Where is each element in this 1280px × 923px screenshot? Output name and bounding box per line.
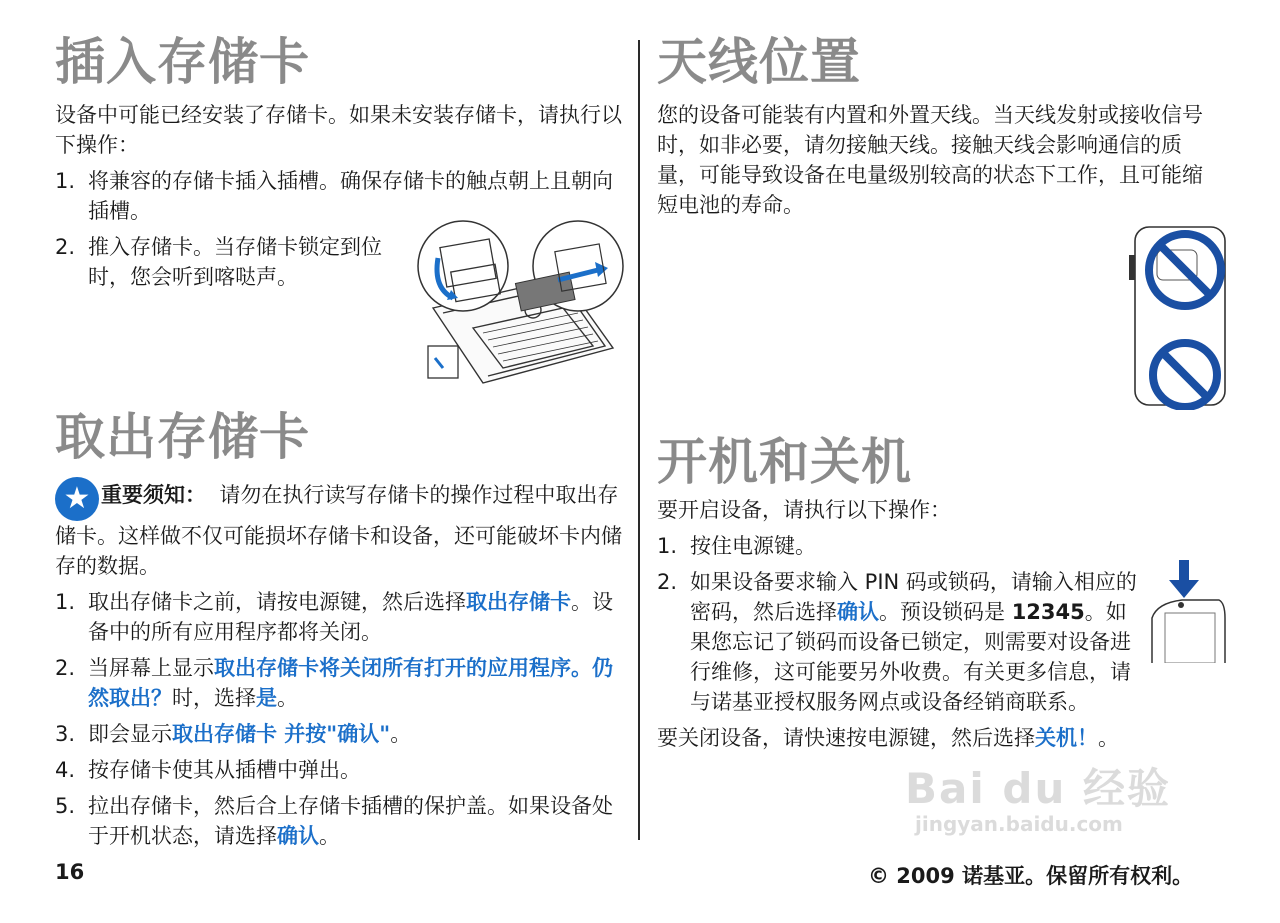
list-item: 1. 取出存储卡之前，请按电源键，然后选择取出存储卡。设备中的所有应用程序都将关闭。: [55, 590, 613, 644]
left-column: [55, 30, 625, 848]
watermark-url: jingyan.baidu.com: [915, 812, 1123, 836]
star-icon: ★: [55, 477, 99, 521]
insert-card-heading: 插入存储卡: [55, 33, 310, 91]
list-item: 2. 当屏幕上显示取出存储卡将关闭所有打开的应用程序。仍然取出？时，选择是。: [55, 656, 613, 710]
list-item: 1. 按住电源键。: [657, 534, 816, 558]
copyright: © 2009 诺基亚。保留所有权利。: [868, 864, 1194, 888]
antenna-illustration: [1127, 225, 1227, 410]
important-notice: ★ 重要须知： 请勿在执行读写存储卡的操作过程中取出存储卡。这样做不仅可能损坏存储卡和设备，还可能破坏卡内储存的数据。: [55, 477, 625, 581]
antenna-heading: 天线位置: [657, 33, 861, 91]
page-number: 16: [55, 860, 85, 884]
remove-section: [55, 477, 625, 851]
column-divider: [638, 40, 640, 840]
power-intro: 要开启设备，请执行以下操作：: [657, 498, 951, 522]
remove-steps: [55, 587, 625, 851]
list-item: 1. 将兼容的存储卡插入插槽。确保存储卡的触点朝上且朝向插槽。: [55, 169, 613, 223]
power-key-illustration: [1147, 558, 1227, 663]
antenna-text: 您的设备可能装有内置和外置天线。当天线发射或接收信号时，如非必要，请勿接触天线。接触天线会影响通信的质量，可能导致设备在电量级别较高的状态下工作，且可能缩短电池的寿命。: [657, 103, 1203, 217]
remove-card-heading: 取出存储卡: [55, 408, 310, 466]
right-column: [657, 30, 1222, 750]
power-off-text: 要关闭设备，请快速按电源键，然后选择关机！。: [657, 726, 1119, 750]
power-heading: 开机和关机: [657, 433, 912, 491]
list-item: 2. 推入存储卡。当存储卡锁定到位时，您会听到喀哒声。: [55, 235, 382, 289]
list-item: 3. 即会显示取出存储卡 并按"确认"。: [55, 722, 412, 746]
baidu-watermark: [905, 765, 1205, 845]
insert-card-illustration: [413, 218, 628, 398]
list-item: 2. 如果设备要求输入 PIN 码或锁码，请输入相应的密码，然后选择确认。预设锁码是 12345。如果您忘记了锁码而设备已锁定，则需要对设备进行维修，这可能要另外收费。有关更多信息，请与诺基亚授权服务网点或设备经销商联系。: [657, 570, 1137, 714]
watermark-logo: Bai du 经验: [905, 764, 1171, 813]
list-item: 5. 拉出存储卡，然后合上存储卡插槽的保护盖。如果设备处于开机状态，请选择确认。: [55, 794, 613, 848]
list-item: 4. 按存储卡使其从插槽中弹出。: [55, 758, 361, 782]
power-section: [657, 495, 1222, 753]
power-steps: [657, 531, 1222, 717]
insert-intro: 设备中可能已经安装了存储卡。如果未安装存储卡，请执行以下操作：: [55, 103, 622, 157]
